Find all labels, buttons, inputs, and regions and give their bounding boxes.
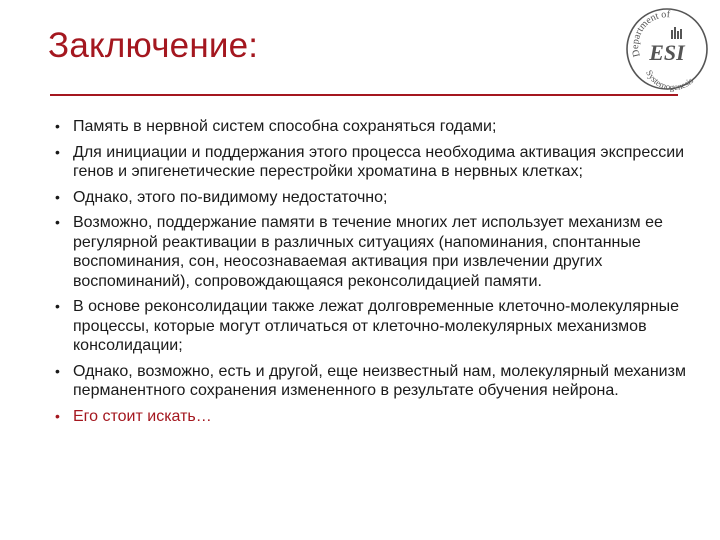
esi-logo-icon <box>624 6 710 92</box>
bullet-item: • Однако, этого по-видимому недостаточно; <box>55 188 388 206</box>
bullet-item: • Возможно, поддержание памяти в течение многих лет использует механизм ее регулярной реактивации в различных ситуациях (напоминания, спонтанные воспоминания, сон, неосознаваемая активация при извлечении других воспоминаний), сопровождающаяся реконсолидацией памяти. <box>55 214 663 290</box>
bullet-item: • Память в нервной систем способна сохраняться годами; <box>55 118 497 135</box>
bullet-item: • В основе реконсолидации также лежат долговременные клеточно-молекулярные процессы, которые могут отличаться от клеточно-молекулярных механизмов консолидации; <box>55 298 680 354</box>
bullet-item-accent: • Его стоит искать… <box>55 407 212 425</box>
title-divider <box>50 94 678 96</box>
bullet-item: • Для инициации и поддержания этого процесса необходима активация экспрессии генов и эпигенетические перестройки хроматина в нервных клетках; <box>55 143 685 180</box>
slide-title: Заключение: <box>48 26 259 65</box>
svg-text:Department of: Department of <box>630 9 671 59</box>
bullet-list <box>52 117 692 432</box>
svg-text:Systemogenesis: Systemogenesis <box>644 68 696 92</box>
bullet-item: • Однако, возможно, есть и другой, еще неизвестный нам, молекулярный механизм перманентного сохранения измененного в результате обучения нейрона. <box>55 362 686 399</box>
svg-text:ESI: ESI <box>649 40 685 65</box>
